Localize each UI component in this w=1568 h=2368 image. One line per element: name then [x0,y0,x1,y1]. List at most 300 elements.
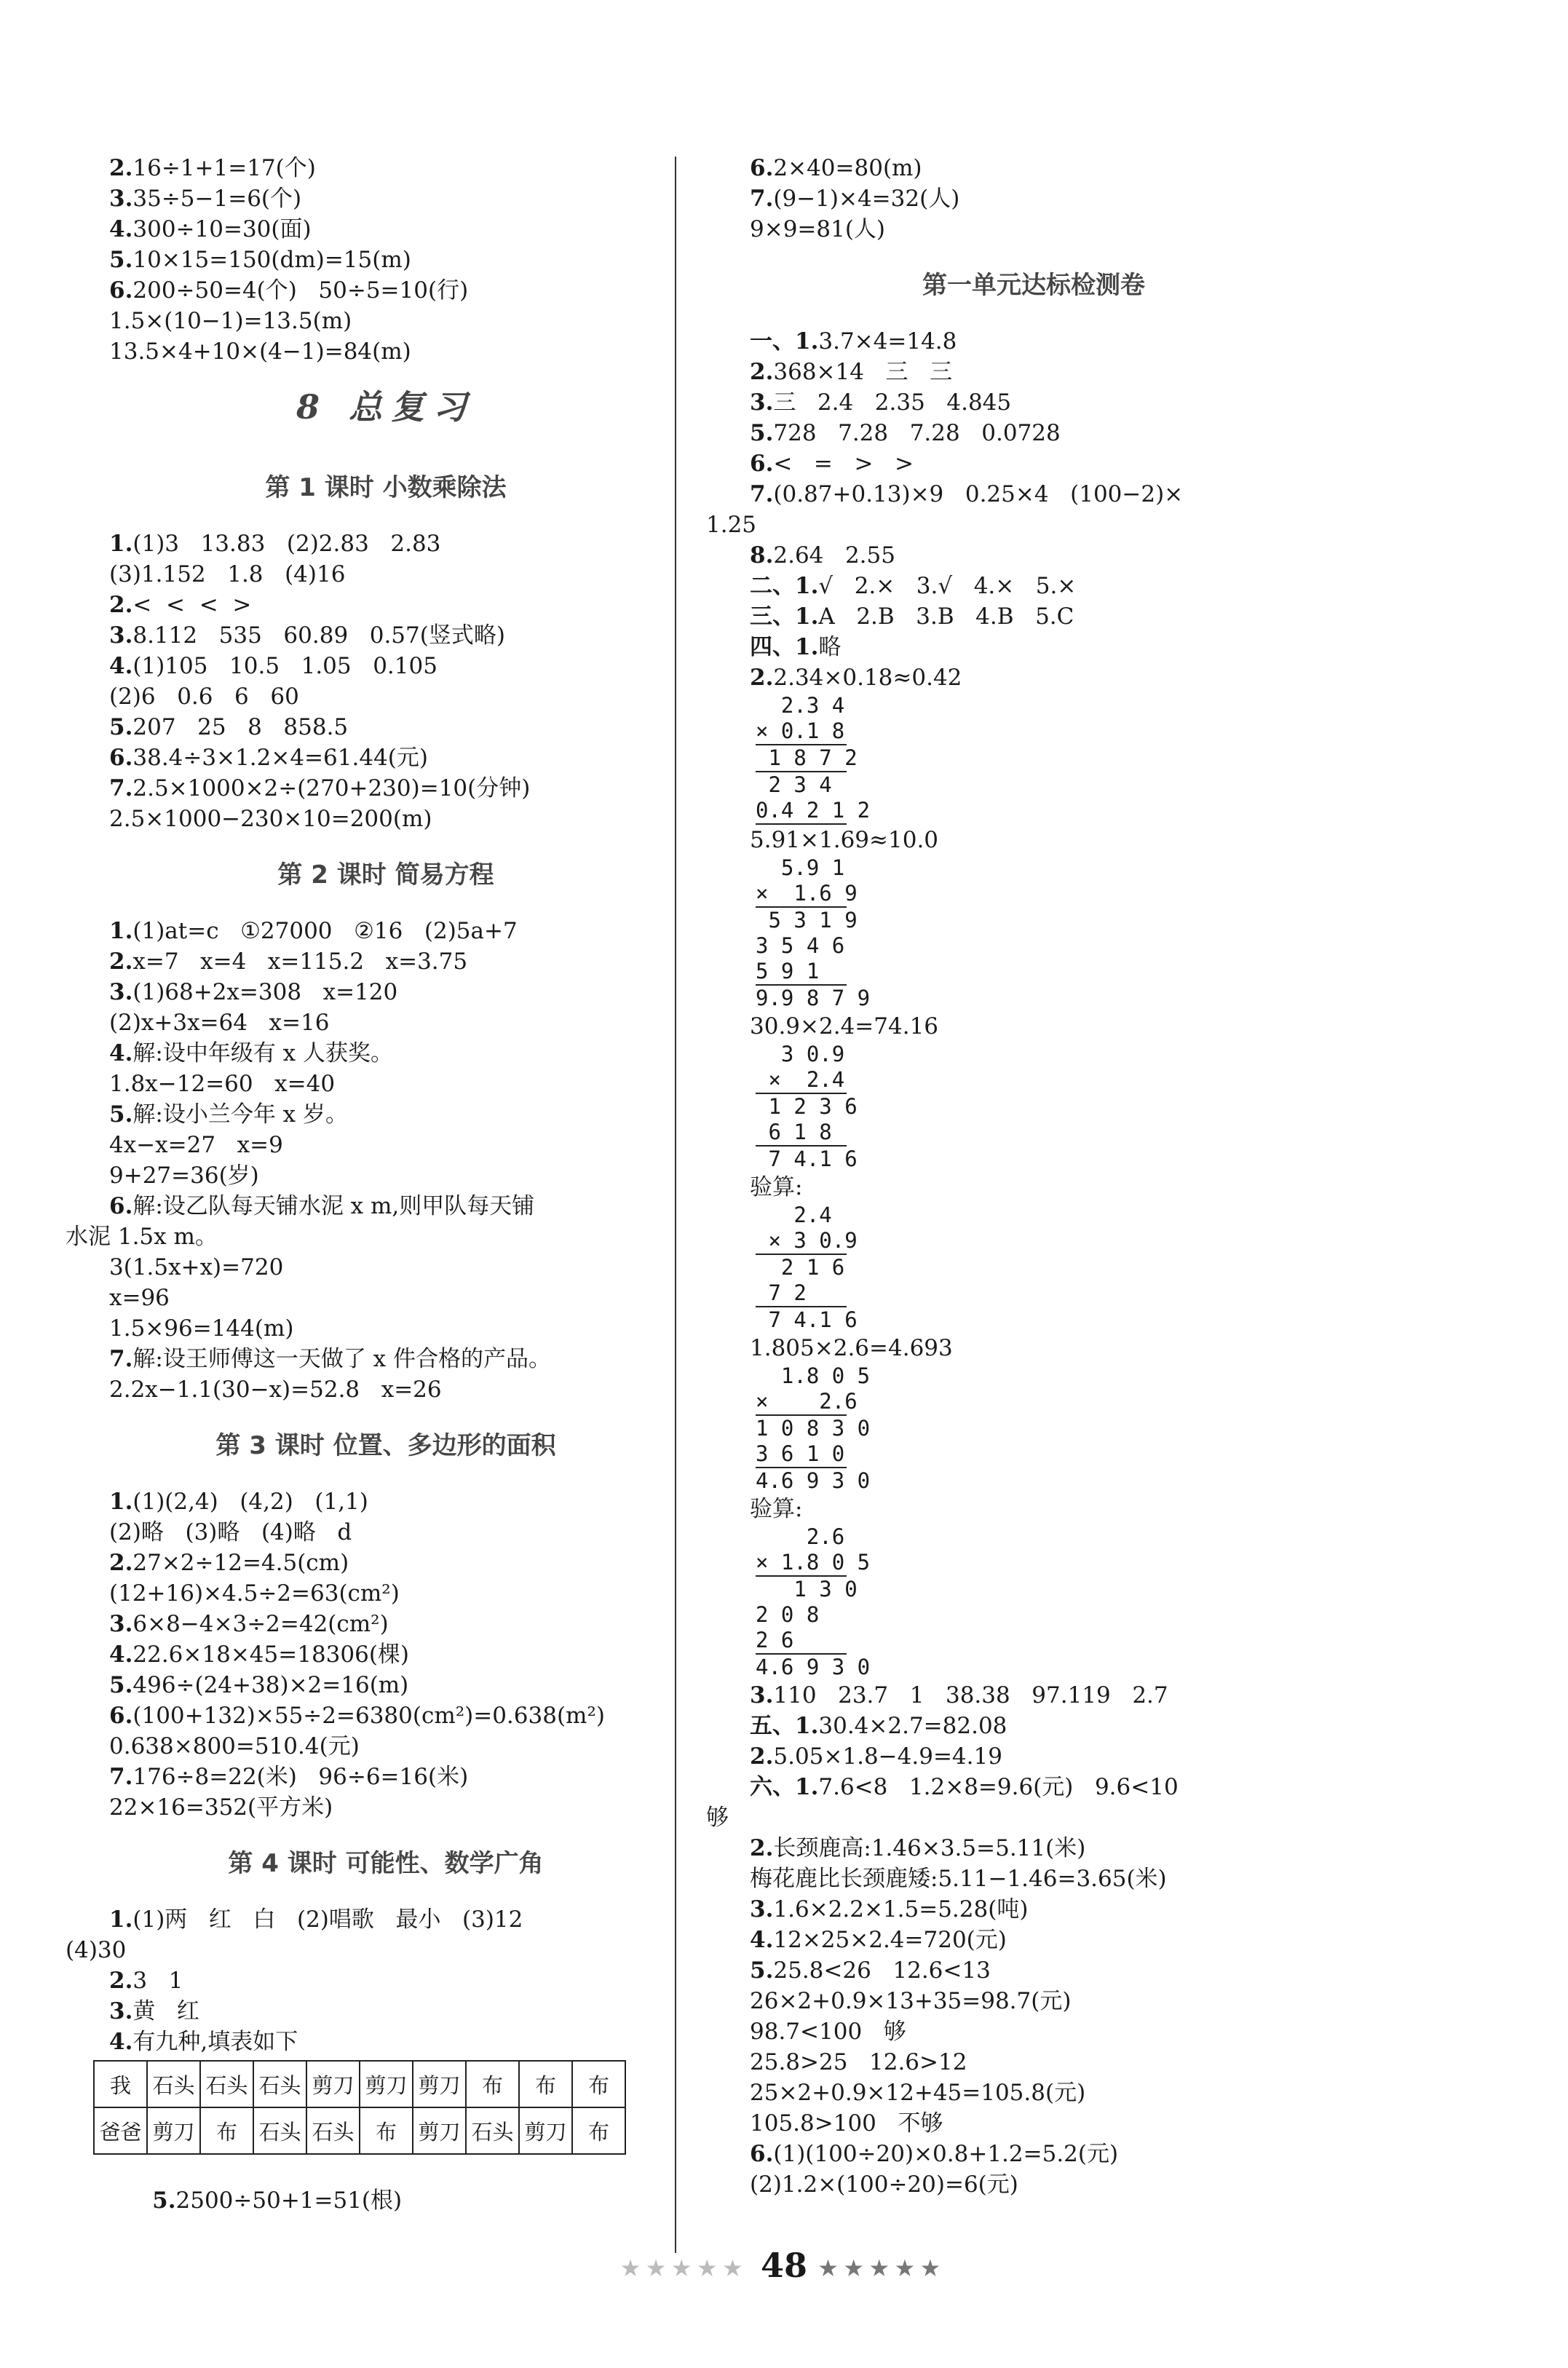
answer-text: 25.8<26 12.6<13 [773,1957,991,1984]
question-number: 3. [750,1896,774,1922]
table-cell: 石头 [200,2061,253,2107]
answer-line [750,571,1318,601]
page-footer [0,2246,1568,2285]
calc-row: 2.4 [756,1203,832,1227]
calc-row: × 2.4 [756,1067,847,1094]
calc-row: 1 0 8 3 0 [756,1416,871,1441]
table-cell: 爸爸 [94,2107,147,2154]
calc-row: 1 2 3 6 [756,1094,858,1119]
calc-row: 0.4 2 1 2 [756,798,847,825]
check-label: 验算: [750,1496,803,1522]
answer-text: < = > > [773,451,914,477]
question-number: 5. [152,2187,176,2214]
question-number: 2. [109,949,133,975]
answer-text: 7.6<8 1.2×8=9.6(元) 9.6<10 [818,1774,1179,1800]
answer-line [750,326,1318,357]
vertical-multiplication-5 [756,1363,1318,1494]
answer-line [109,1069,662,1099]
answer-line: 1.805×2.6=4.693 [750,1335,953,1361]
answer-text: (1)3 13.83 (2)2.83 2.83 [132,531,441,557]
answer-text: 解:设小兰今年 x 岁。 [132,1101,349,1128]
answer-line [109,1639,662,1670]
question-number: 5. [109,714,133,740]
answer-line [109,528,662,559]
answer-line [750,1986,1318,2016]
answer-line [109,1578,662,1609]
answer-line [750,479,1318,510]
calc-row: 2 1 6 [756,1255,845,1280]
calc-row: × 1.6 9 [756,881,847,908]
table-cell: 石头 [306,2107,360,2154]
page-number: 48 [760,2246,807,2285]
answer-text: 10×15=150(dm)=15(m) [132,247,411,273]
question-number: 6. [109,1703,133,1729]
question-number: 3. [109,979,133,1005]
answer-text: 长颈鹿高:1.46×3.5=5.11(米) [773,1835,1086,1861]
table-cell: 剪刀 [306,2061,360,2107]
answer-text: 13.5×4+10×(4−1)=84(m) [109,338,411,365]
answer-text: (1)(100÷20)×0.8+1.2=5.2(元) [773,2141,1119,2167]
answer-line [109,1038,662,1069]
answer-line [750,1741,1318,1772]
calc-row: 3 0.9 [756,1042,845,1066]
answer-text: 27×2÷12=4.5(cm) [132,1550,349,1576]
table-cell: 剪刀 [413,2107,466,2154]
answer-line [109,977,662,1007]
answer-text: 1.5×(10−1)=13.5(m) [109,308,352,334]
lesson4-lines [66,1904,662,2057]
question-number: 2. [750,1835,774,1861]
question-number: 4. [109,216,133,242]
table-cell: 布 [466,2061,519,2107]
calc-row: 2 3 4 [756,772,832,797]
question-number: 3. [750,389,774,416]
answer-text: 2.5×1000×2÷(270+230)=10(分钟) [132,775,531,801]
answer-line [706,1802,1318,1833]
calc-row: 2 0 8 [756,1602,820,1627]
answer-line [750,1955,1318,1986]
question-number: 一、1. [750,328,819,355]
answer-text: 黄 红 [132,1998,199,2024]
answer-text: 解:设王师傅这一天做了 x 件合格的产品。 [132,1346,552,1372]
answer-line [750,1680,1318,1711]
answer-text: 够 [706,1805,729,1831]
answer-text: (2)1.2×(100÷20)=6(元) [750,2171,1018,2198]
lesson2-title: 第 2 课时 简易方程 [277,860,494,890]
answer-line [750,2047,1318,2078]
table-cell: 我 [94,2061,147,2107]
answer-line [109,1374,662,1405]
calc-row: 5.9 1 [756,855,845,880]
question-number: 4. [109,653,133,679]
answer-text: 解:设乙队每天铺水泥 x m,则甲队每天铺 [132,1193,535,1219]
answer-line [109,773,662,804]
answer-line [109,306,662,336]
answer-text: 25.8>25 12.6>12 [750,2049,967,2075]
question-number: 7. [109,775,133,801]
answer-line [750,540,1318,571]
answer-line [109,946,662,977]
calc-row: 5 9 1 [756,959,847,986]
question-number: 1. [109,1489,133,1515]
answer-line [750,183,1318,214]
answer-text: (0.87+0.13)×9 0.25×4 (100−2)× [773,481,1184,507]
answer-line [109,183,662,214]
answer-line [109,1762,662,1792]
answer-text: 2.64 2.55 [773,542,895,569]
table-cell: 布 [200,2107,253,2154]
table-cell: 布 [572,2061,625,2107]
answer-text: x=96 [109,1285,170,1311]
answer-line [109,1007,662,1038]
calc-row: 1 3 0 [756,1577,858,1601]
question-number: 2. [750,1743,774,1770]
left-top-lines [109,153,662,367]
answer-line [109,1700,662,1731]
table-cell: 石头 [253,2061,306,2107]
question-number: 6. [750,155,774,181]
answer-line [109,1486,662,1517]
answer-text: < < < > [132,592,252,618]
answer-line [109,153,662,183]
answer-line [109,804,662,834]
answer-text: 梅花鹿比长颈鹿矮:5.11−1.46=3.65(米) [750,1866,1167,1892]
answer-line [109,1313,662,1344]
answer-line [750,632,1318,662]
answer-text: (9−1)×4=32(人) [773,186,960,212]
table-cell: 石头 [253,2107,306,2154]
answer-text: 30.4×2.7=82.08 [818,1713,1007,1739]
answer-line [66,1221,662,1252]
answer-line [109,743,662,773]
vertical-multiplication-4 [756,1203,1318,1333]
table-cell: 布 [572,2107,625,2154]
answer-text: (1)at=c ①27000 ②16 (2)5a+7 [132,918,518,944]
vertical-multiplication-3 [756,1042,1318,1172]
test-lines-a [706,326,1318,693]
calc-row: 5 3 1 9 [756,908,858,932]
answer-line [750,387,1318,418]
answer-text: 368×14 三 三 [773,359,953,385]
question-number: 2. [109,1968,133,1994]
answer-text: 8.112 535 60.89 0.57(竖式略) [132,622,505,649]
table-cell: 剪刀 [519,2107,572,2154]
answer-line [750,2078,1318,2108]
calc-row: × 2.6 [756,1389,847,1416]
answer-line [109,620,662,651]
question-number: 三、1. [750,603,819,630]
answer-line [750,357,1318,387]
question-number: 3. [109,1611,133,1637]
answer-line [109,1731,662,1762]
question-number: 1. [109,531,133,557]
calc-row: 9.9 8 7 9 [756,986,871,1010]
question-number: 2. [109,592,133,618]
answer-line [109,275,662,306]
answer-line: 5.91×1.69≈10.0 [750,827,939,853]
question-number: 3. [750,1682,774,1708]
answer-line [109,1670,662,1700]
answer-text: (2)x+3x=64 x=16 [109,1010,330,1036]
answer-line [109,2027,662,2057]
answer-text: 300÷10=30(面) [132,216,312,242]
table-cell: 石头 [147,2061,200,2107]
calc-row: 6 1 8 [756,1120,847,1147]
question-number: 1. [109,918,133,944]
answer-line [750,2169,1318,2200]
answer-line [750,2139,1318,2169]
calc-row: 4.6 9 3 0 [756,1655,871,1679]
question-number: 2. [109,1550,133,1576]
answer-line [109,336,662,367]
answer-line [109,559,662,590]
answer-text: 105.8>100 不够 [750,2110,943,2137]
answer-line [109,1252,662,1283]
table-row [94,2061,625,2107]
question-number: 2. [109,155,133,181]
question-number: 7. [750,186,774,212]
answer-text: (2)略 (3)略 (4)略 d [109,1519,352,1545]
question-number: 2. [750,665,774,691]
question-number: 4. [109,1040,133,1066]
answer-text: (1)两 红 白 (2)唱歌 最小 (3)12 [132,1906,523,1933]
answer-text: 水泥 1.5x m。 [66,1224,218,1250]
answer-line [750,1772,1318,1802]
answer-text: 三 2.4 2.35 4.845 [773,389,1012,416]
answer-line [109,1792,662,1823]
answer-line [750,2016,1318,2047]
answer-text: 1.8x−12=60 x=40 [109,1071,336,1097]
test-lines-e [706,1680,1318,2200]
question-number: 5. [109,247,133,273]
answer-text: 2.2x−1.1(30−x)=52.8 x=26 [109,1377,442,1403]
answer-text: 3.7×4=14.8 [818,328,957,355]
calc-row: 4.6 9 3 0 [756,1468,871,1493]
answer-text: 0.638×800=510.4(元) [109,1733,360,1759]
answer-text: x=7 x=4 x=115.2 x=3.75 [132,949,468,975]
answer-line [109,1904,662,1935]
calc-row: 3 5 4 6 [756,933,845,958]
calc-row: 7 4.1 6 [756,1307,858,1332]
answer-line [109,1191,662,1221]
answer-text: 1.5×96=144(m) [109,1315,294,1342]
lesson2-lines [66,916,662,1405]
table-cell: 石头 [466,2107,519,2154]
lesson3-lines [109,1486,662,1823]
question-number: 5. [750,1957,774,1984]
answer-text: 2.5×1000−230×10=200(m) [109,806,432,832]
question-number: 7. [750,481,774,507]
answer-text: 16÷1+1=17(个) [132,155,316,181]
answer-text: 4x−x=27 x=9 [109,1132,283,1158]
answer-text: 1.6×2.2×1.5=5.28(吨) [773,1896,1029,1922]
answer-text: 2500÷50+1=51(根) [175,2187,403,2214]
question-number: 7. [109,1346,133,1372]
calc-row: 7 2 [756,1280,847,1307]
answer-line [109,1517,662,1548]
answer-line [109,1130,662,1160]
question-number: 5. [109,1672,133,1698]
table-cell: 剪刀 [147,2107,200,2154]
answer-text: 2×40=80(m) [773,155,922,181]
lesson1-title: 第 1 课时 小数乘除法 [265,473,507,502]
chapter-title: 8 总复习 [296,387,476,427]
answer-text: 9×9=81(人) [750,216,886,242]
answer-line [109,916,662,946]
answer-text: 26×2+0.9×13+35=98.7(元) [750,1988,1072,2014]
answer-line [750,662,1318,693]
answer-text: 38.4÷3×1.2×4=61.44(元) [132,745,428,771]
question-number: 6. [109,277,133,304]
lesson3-title: 第 3 课时 位置、多边形的面积 [215,1431,556,1460]
table-row [94,2107,625,2154]
answer-line [109,1160,662,1191]
question-number: 6. [750,451,774,477]
calc-row: × 0.1 8 [756,718,847,745]
answer-line [750,418,1318,448]
answer-text: 207 25 8 858.5 [132,714,349,740]
answer-text: 12×25×2.4=720(元) [773,1927,1007,1953]
answer-line [750,153,1318,183]
stars-left-icon: ★★★★★ [621,2256,749,2281]
lesson1-lines [109,528,662,834]
answer-line [750,1894,1318,1925]
column-divider [675,157,676,2253]
answer-line [750,448,1318,479]
answer-text: 5.05×1.8−4.9=4.19 [773,1743,1002,1770]
calc-row: 2 6 [756,1628,847,1655]
answer-text: 22×16=352(平方米) [109,1794,333,1821]
question-number: 6. [109,1193,133,1219]
question-number: 1. [109,1906,133,1933]
question-number: 4. [109,1642,133,1668]
question-number: 4. [750,1927,774,1953]
answer-text: 有九种,填表如下 [132,2029,298,2055]
answer-text: (100+132)×55÷2=6380(cm²)=0.638(m²) [132,1703,605,1729]
question-number: 6. [109,745,133,771]
question-number: 5. [109,1101,133,1128]
answer-line [109,1099,662,1130]
vertical-multiplication-6 [756,1524,1318,1680]
right-column [706,153,1318,2200]
answer-line [66,1935,662,1965]
question-number: 4. [109,2029,133,2055]
question-number: 7. [109,1764,133,1790]
left-column [66,153,662,2214]
answer-line [750,1833,1318,1864]
answer-text: 9+27=36(岁) [109,1163,259,1189]
answer-line [750,1711,1318,1741]
answer-line [109,1996,662,2027]
calc-row: × 1.8 0 5 [756,1550,847,1577]
answer-line [109,1283,662,1313]
question-number: 5. [750,420,774,446]
answer-line [706,510,1318,540]
answer-text: (4)30 [66,1937,127,1963]
question-number: 8. [750,542,774,569]
answer-line [750,1864,1318,1894]
answer-text: (1)105 10.5 1.05 0.105 [132,653,437,679]
question-number: 3. [109,622,133,649]
answer-text: 2.34×0.18≈0.42 [773,665,962,691]
answer-line [109,2155,662,2214]
rock-paper-scissors-table [93,2060,626,2155]
answer-text: (1)(2,4) (4,2) (1,1) [132,1489,368,1515]
table-cell: 剪刀 [413,2061,466,2107]
answer-text: 496÷(24+38)×2=16(m) [132,1672,409,1698]
answer-line [109,681,662,712]
answer-text: (12+16)×4.5÷2=63(cm²) [109,1580,400,1607]
answer-text: 35÷5−1=6(个) [132,186,302,212]
answer-text: (3)1.152 1.8 (4)16 [109,561,346,587]
answer-line [109,214,662,245]
question-number: 四、1. [750,634,819,660]
answer-text: 200÷50=4(个) 50÷5=10(行) [132,277,469,304]
calc-row: 3 6 1 0 [756,1441,847,1468]
answer-line [750,214,1318,245]
answer-text: 22.6×18×45=18306(棵) [132,1642,410,1668]
question-number: 五、1. [750,1713,819,1739]
table-cell: 布 [519,2061,572,2107]
stars-right-icon: ★★★★★ [819,2256,947,2281]
calc-row: 1.8 0 5 [756,1363,871,1388]
calc-row: × 3 0.9 [756,1228,847,1255]
answer-line [109,1548,662,1578]
calc-row: 7 4.1 6 [756,1147,858,1171]
answer-text: 1.25 [706,512,757,538]
answer-text: 6×8−4×3÷2=42(cm²) [132,1611,389,1637]
answer-text: 3 1 [132,1968,183,1994]
answer-line: 30.9×2.4=74.16 [750,1013,939,1040]
answer-text: 略 [818,634,842,660]
answer-text: √ 2.× 3.√ 4.× 5.× [818,573,1077,599]
answer-line [109,245,662,275]
answer-line [109,1965,662,1996]
calc-row: 1 8 7 2 [756,745,847,772]
right-top-lines [750,153,1318,245]
answer-line [109,651,662,681]
answer-text: 98.7<100 够 [750,2019,906,2045]
calc-row: 2.3 4 [756,693,845,718]
answer-text: (2)6 0.6 6 60 [109,684,299,710]
table-cell: 布 [360,2107,413,2154]
answer-line [109,1344,662,1374]
answer-line [750,601,1318,632]
answer-text: 176÷8=22(米) 96÷6=16(米) [132,1764,469,1790]
question-number: 3. [109,186,133,212]
answer-text: 110 23.7 1 38.38 97.119 2.7 [773,1682,1168,1708]
test-title: 第一单元达标检测卷 [922,271,1145,300]
question-number: 6. [750,2141,774,2167]
check-label: 验算: [750,1174,803,1200]
answer-line [750,1925,1318,1955]
lesson4-title: 第 4 课时 可能性、数学广角 [228,1849,544,1878]
answer-text: A 2.B 3.B 4.B 5.C [818,603,1074,630]
answer-line [109,1609,662,1639]
question-number: 六、1. [750,1774,819,1800]
answer-line [109,712,662,743]
question-number: 3. [109,1998,133,2024]
answer-line [109,590,662,620]
question-number: 二、1. [750,573,819,599]
table-cell: 剪刀 [360,2061,413,2107]
answer-text: (1)68+2x=308 x=120 [132,979,398,1005]
question-number: 2. [750,359,774,385]
vertical-multiplication-2 [756,855,1318,1011]
answer-text: 728 7.28 7.28 0.0728 [773,420,1061,446]
answer-text: 3(1.5x+x)=720 [109,1254,284,1280]
answer-text: 25×2+0.9×12+45=105.8(元) [750,2080,1086,2106]
